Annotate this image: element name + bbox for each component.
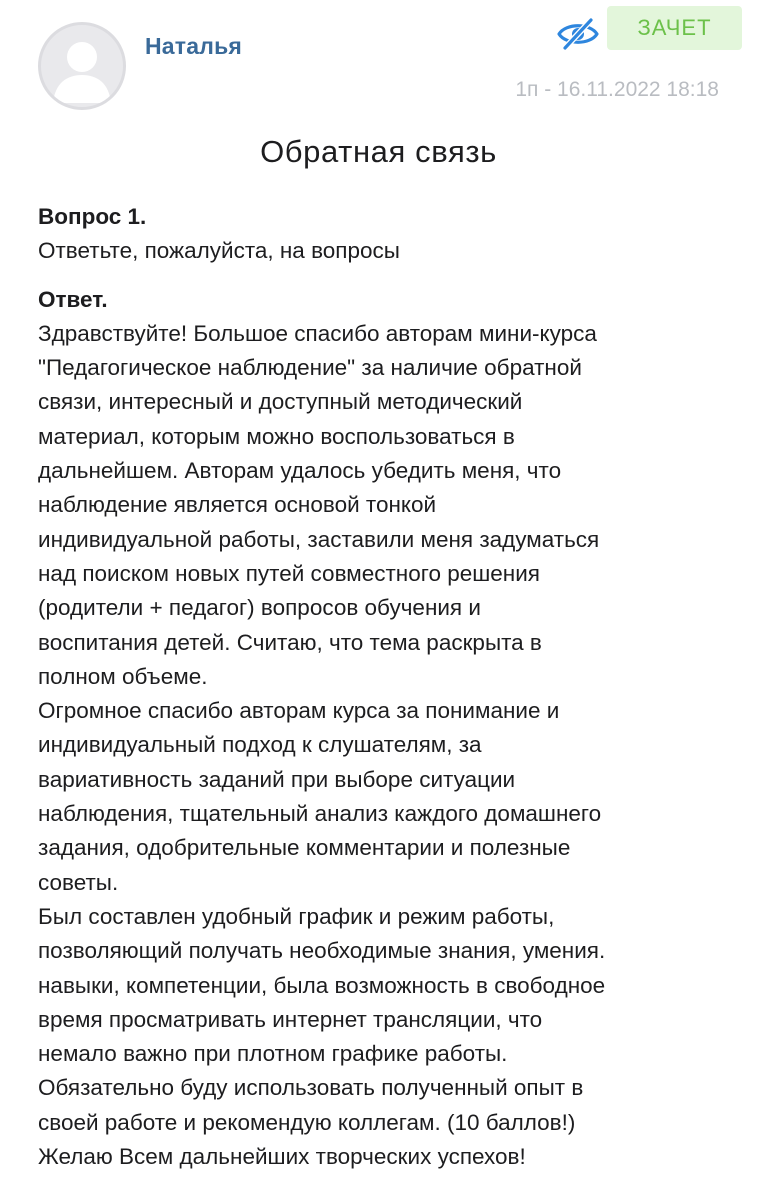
answer-line: индивидуальный подход к слушателям, за bbox=[38, 732, 482, 758]
answer-line: вариативность заданий при выборе ситуации bbox=[38, 766, 516, 792]
answer-line: своей работе и рекомендую коллегам. (10 баллов!) bbox=[38, 1109, 576, 1135]
answer-line: Обязательно буду использовать полученный опыт в bbox=[38, 1075, 584, 1101]
answer-line: Огромное спасибо авторам курса за понимание и bbox=[38, 698, 560, 724]
author-name[interactable]: Наталья bbox=[145, 33, 243, 59]
answer-heading: Ответ. bbox=[38, 286, 108, 312]
answer-line: навыки, компетенции, была возможность в свободное bbox=[38, 972, 606, 998]
answer-line: наблюдение является основой тонкой bbox=[38, 492, 437, 518]
answer-line: связи, интересный и доступный методический bbox=[38, 389, 523, 415]
avatar[interactable] bbox=[38, 22, 126, 110]
eye-slash-icon[interactable] bbox=[556, 17, 600, 51]
answer-line: задания, одобрительные комментарии и полезные bbox=[38, 835, 571, 861]
answer-line: дальнейшем. Авторам удалось убедить меня, что bbox=[38, 458, 562, 484]
answer-line: советы. bbox=[38, 869, 119, 895]
answer-line: "Педагогическое наблюдение" за наличие обратной bbox=[38, 355, 582, 381]
feedback-header bbox=[0, 0, 757, 125]
question-heading: Вопрос 1. bbox=[38, 204, 147, 229]
submission-meta: 1п - 16.11.2022 18:18 bbox=[515, 78, 719, 101]
user-silhouette-icon bbox=[41, 25, 123, 107]
answer-line: Был составлен удобный график и режим работы, bbox=[38, 903, 555, 929]
answer-line: время просматривать интернет трансляции, что bbox=[38, 1006, 543, 1032]
answer-line: Желаю Всем дальнейших творческих успехов! bbox=[38, 1144, 526, 1170]
answer-line: немало важно при плотном графике работы. bbox=[38, 1041, 508, 1067]
answer-line: Здравствуйте! Большое спасибо авторам мини-курса bbox=[38, 320, 597, 346]
answer-body bbox=[38, 317, 728, 1174]
page-title: Обратная связь bbox=[260, 134, 497, 169]
answer-line: воспитания детей. Считаю, что тема раскрыта в bbox=[38, 629, 542, 655]
answer-line: над поиском новых путей совместного решения bbox=[38, 560, 540, 586]
answer-line: позволяющий получать необходимые знания, умения. bbox=[38, 938, 606, 964]
answer-line: полном объеме. bbox=[38, 663, 208, 689]
answer-line: (родители + педагог) вопросов обучения и bbox=[38, 595, 481, 621]
answer-line: наблюдения, тщательный анализ каждого домашнего bbox=[38, 801, 602, 827]
answer-line: материал, которым можно воспользоваться в bbox=[38, 423, 515, 449]
feedback-content bbox=[38, 200, 728, 1174]
question-text: Ответьте, пожалуйста, на вопросы bbox=[38, 238, 400, 264]
answer-line: индивидуальной работы, заставили меня задуматься bbox=[38, 526, 600, 552]
status-badge: ЗАЧЕТ bbox=[607, 6, 742, 50]
